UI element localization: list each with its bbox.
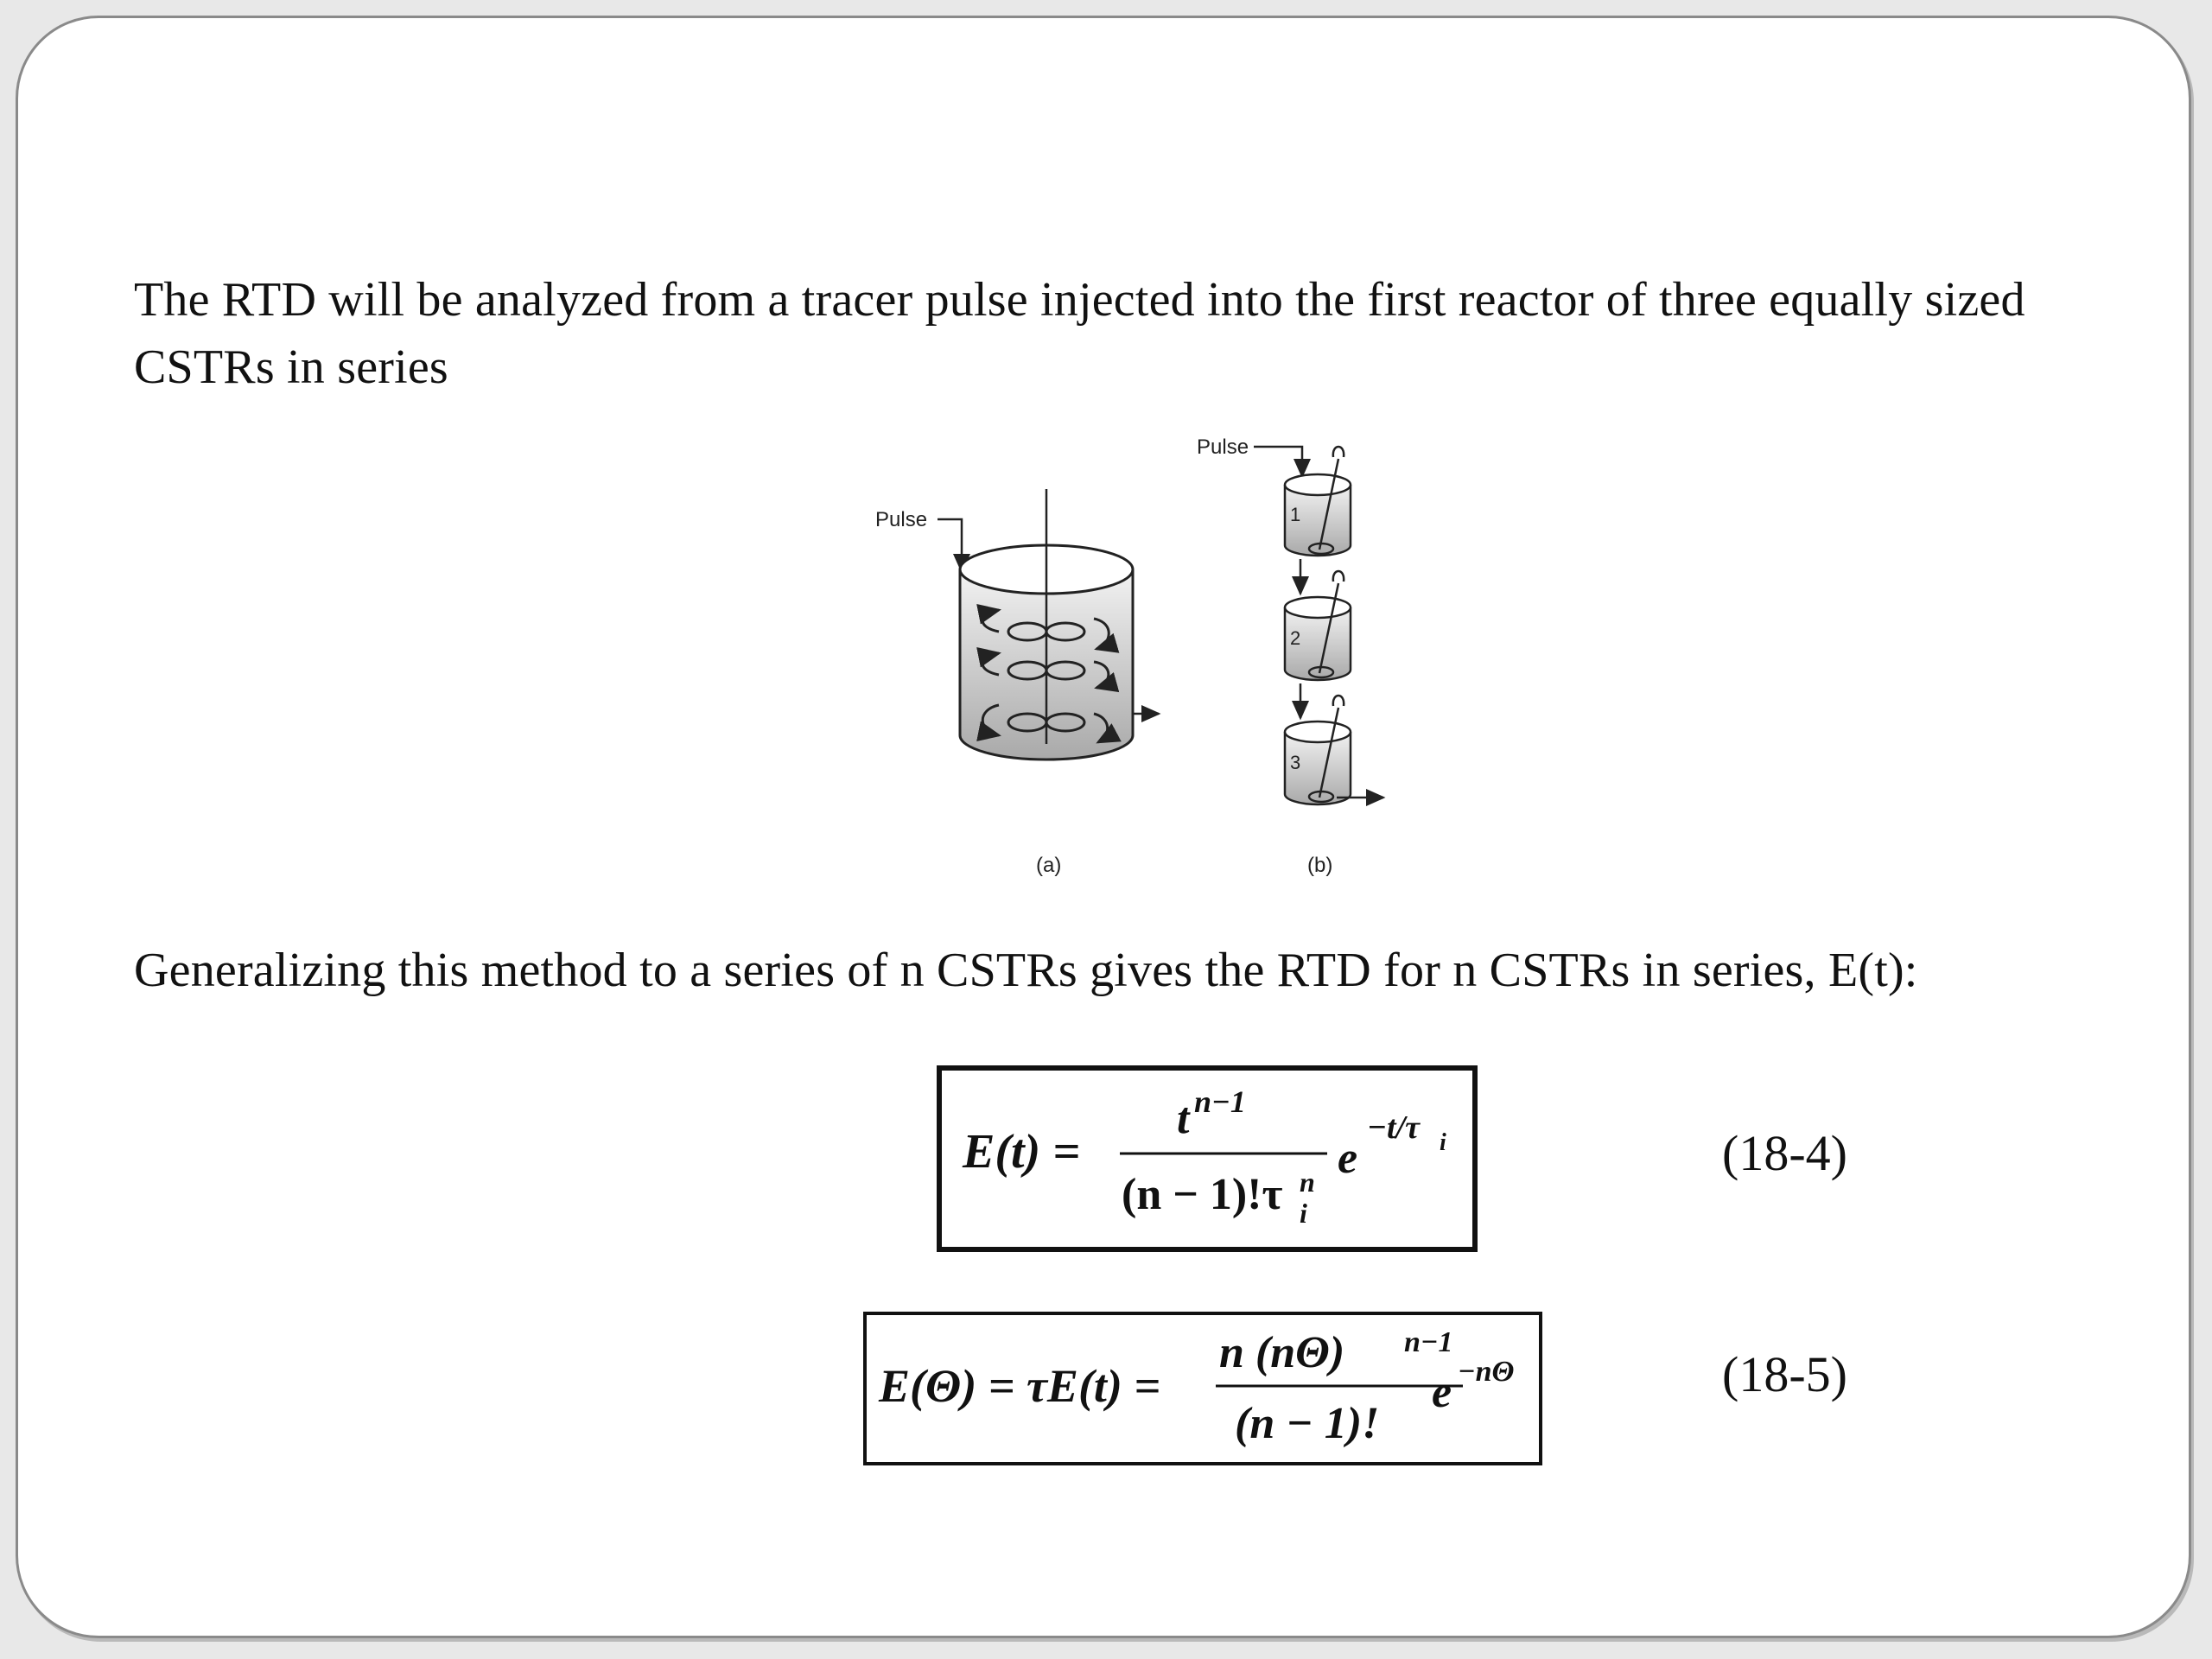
eq2-exponent: −nΘ xyxy=(1458,1356,1515,1388)
pulse-label-a: Pulse xyxy=(875,508,928,531)
equation-18-5-number: (18-5) xyxy=(1722,1346,1847,1402)
cstr-figure xyxy=(848,424,1418,891)
eq1-exponent: −t/τ xyxy=(1367,1109,1421,1146)
reactor-1-number: 1 xyxy=(1290,504,1301,525)
eq2-numerator: n (nΘ) xyxy=(1219,1328,1345,1377)
eq2-numerator-exp: n−1 xyxy=(1404,1326,1453,1358)
eq1-exponent-sub: i xyxy=(1440,1129,1446,1156)
intro-paragraph: The RTD will be analyzed from a tracer pulse injected into the first reactor of three equally sized CSTRs in series xyxy=(134,273,2025,394)
eq2-exp-base: e xyxy=(1432,1368,1452,1417)
eq1-denominator: (n − 1)!τ xyxy=(1122,1170,1283,1219)
equation-18-5-box xyxy=(863,1312,1542,1465)
equation-18-4-box xyxy=(937,1065,1478,1252)
eq1-denominator-sup: n xyxy=(1300,1166,1315,1198)
eq2-lhs: E(Θ) = τE(t) = xyxy=(879,1360,1161,1412)
eq1-exp-base: e xyxy=(1338,1134,1358,1183)
eq1-lhs: E(t) = xyxy=(963,1125,1081,1179)
generalization-paragraph: Generalizing this method to a series of n CSTRs gives the RTD for n CSTRs in series, E(t): xyxy=(134,944,1918,997)
eq2-denominator: (n − 1)! xyxy=(1235,1399,1380,1448)
slide xyxy=(16,16,2191,1638)
reactor-3-number: 3 xyxy=(1290,752,1301,773)
pulse-label-b: Pulse xyxy=(1197,435,1249,459)
eq1-numerator-exp: n−1 xyxy=(1194,1084,1246,1119)
caption-a: (a) xyxy=(1036,854,1062,877)
eq1-denominator-sub: i xyxy=(1300,1198,1307,1229)
eq1-numerator: t xyxy=(1177,1094,1190,1143)
reactor-1 xyxy=(1285,447,1351,556)
cstr-series xyxy=(1197,435,1383,877)
single-cstr xyxy=(875,489,1159,877)
equation-18-4-number: (18-4) xyxy=(1722,1125,1847,1181)
reactor-2-number: 2 xyxy=(1290,627,1301,649)
reactor-2 xyxy=(1285,571,1351,680)
caption-b: (b) xyxy=(1307,854,1333,877)
reactor-3 xyxy=(1285,696,1351,804)
